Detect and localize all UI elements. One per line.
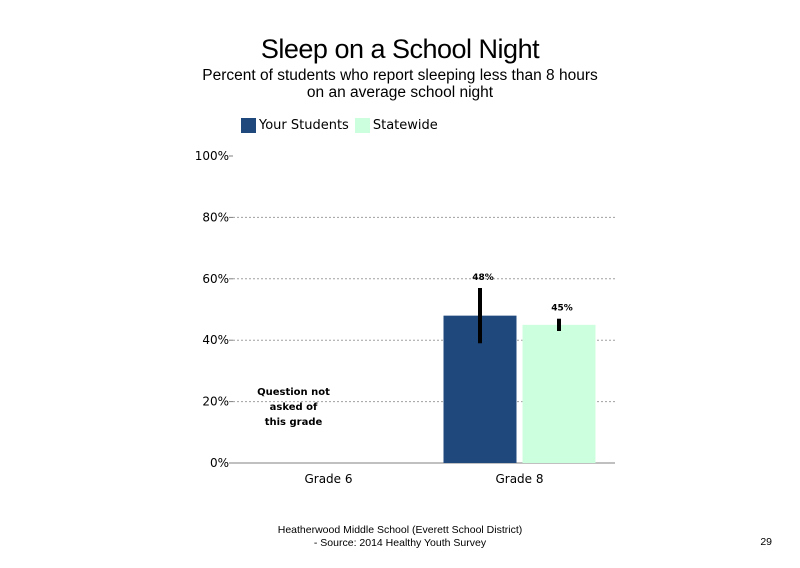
annotation-text: asked of: [269, 402, 318, 413]
legend-label-statewide: Statewide: [372, 118, 438, 133]
annotation-text: Question not: [257, 387, 330, 398]
data-label: 45%: [551, 303, 573, 314]
bar: [523, 325, 596, 463]
y-tick-label: 40%: [202, 333, 229, 348]
footer-school: Heatherwood Middle School (Everett School District): [277, 524, 523, 536]
chart-title: Sleep on a School Night: [260, 34, 540, 64]
y-tick-label: 60%: [202, 271, 229, 286]
y-tick-label: 100%: [194, 149, 229, 163]
y-tick-label: 20%: [202, 394, 229, 409]
legend-label-your-students: Your Students: [259, 118, 349, 133]
annotation-text: this grade: [264, 417, 323, 428]
y-tick-label: 80%: [202, 210, 229, 225]
page-number: 29: [760, 536, 772, 548]
footer: [200, 524, 600, 550]
x-tick-label: Grade 8: [495, 472, 544, 486]
chart-subtitle: Percent of students who report sleeping less than 8 hours on an average school night: [202, 67, 598, 101]
x-tick-label: Grade 6: [304, 472, 353, 486]
y-tick-label: 0%: [209, 456, 229, 470]
footer-source: - Source: 2014 Healthy Youth Survey: [313, 537, 487, 549]
data-label: 48%: [472, 273, 494, 284]
